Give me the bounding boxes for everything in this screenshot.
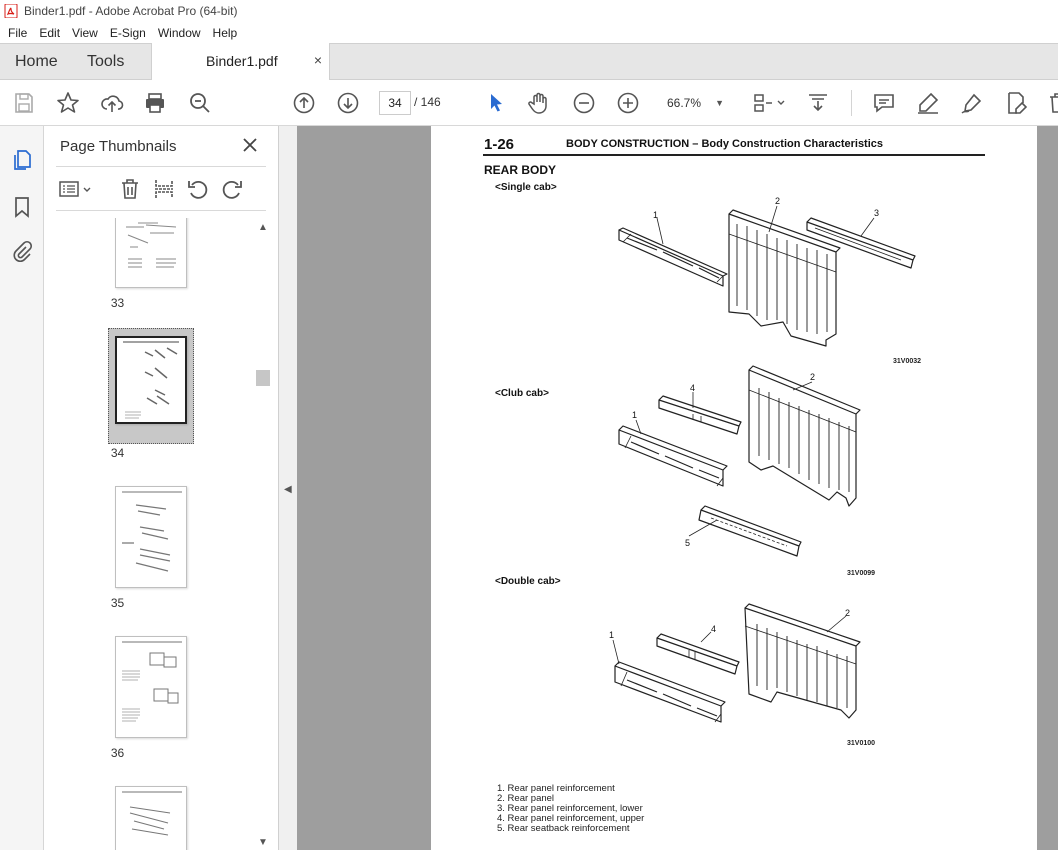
pdf-page <box>431 126 1037 850</box>
zoom-level-dropdown[interactable] <box>660 91 728 115</box>
navigation-rail <box>0 126 44 850</box>
menu-bar <box>0 22 1058 43</box>
scroll-mode-icon[interactable] <box>806 91 830 115</box>
delete-page-icon[interactable] <box>118 177 142 201</box>
thumbnail-page-37[interactable] <box>115 786 187 850</box>
thumbnail-page-33[interactable] <box>115 218 187 288</box>
single-cab-title: <Single cab> <box>495 182 557 193</box>
double-cab-part-1 <box>615 662 725 722</box>
previous-page-icon[interactable] <box>292 91 316 115</box>
menu-edit[interactable]: Edit <box>39 25 61 40</box>
page-thumbnails-panel <box>44 126 279 850</box>
thumbnail-options-icon[interactable] <box>58 177 96 201</box>
double-cab-title: <Double cab> <box>495 576 561 587</box>
chevron-down-icon: ▼ <box>715 98 724 108</box>
callout-label: 2 <box>845 608 851 618</box>
club-cab-part-4 <box>659 396 741 434</box>
acrobat-icon <box>4 4 18 18</box>
callout-label: 2 <box>810 372 816 382</box>
rotate-clockwise-icon[interactable] <box>220 177 244 201</box>
club-cab-part-1 <box>619 426 727 486</box>
comment-icon[interactable] <box>872 91 896 115</box>
legend-item: 5. Rear seatback reinforcement <box>497 823 630 834</box>
section-title: REAR BODY <box>484 163 557 177</box>
menu-help[interactable]: Help <box>212 25 238 40</box>
page-thumbnails-icon[interactable] <box>10 148 34 172</box>
thumbnail-scrollbar[interactable] <box>256 218 270 850</box>
close-tab-icon[interactable]: × <box>313 52 322 68</box>
sign-icon[interactable] <box>960 91 984 115</box>
page-header: BODY CONSTRUCTION – Body Construction Characteristics <box>566 138 884 150</box>
menu-esign[interactable]: E-Sign <box>109 25 146 40</box>
callout-label: 4 <box>711 624 717 634</box>
title-bar <box>0 0 1058 22</box>
scroll-up-icon[interactable]: ▲ <box>258 222 268 233</box>
save-icon[interactable] <box>12 91 36 115</box>
club-cab-part-2 <box>749 366 860 506</box>
panel-splitter[interactable] <box>279 126 297 850</box>
panel-divider <box>56 210 266 211</box>
callout-label: 3 <box>874 208 880 218</box>
thumbnail-page-34[interactable] <box>115 336 187 424</box>
zoom-out-icon[interactable] <box>572 91 596 115</box>
attachment-icon[interactable] <box>10 240 34 264</box>
panel-divider <box>56 166 266 167</box>
window-title: Binder1.pdf - Adobe Acrobat Pro (64-bit) <box>24 4 238 18</box>
callout-label: 2 <box>775 196 781 206</box>
thumbnail-list[interactable] <box>44 218 279 850</box>
page-total-label: / 146 <box>414 95 441 109</box>
star-icon[interactable] <box>56 91 80 115</box>
thumbnail-page-36[interactable] <box>115 636 187 738</box>
single-cab-part-3 <box>807 218 915 268</box>
legend-item: 3. Rear panel reinforcement, lower <box>497 803 643 814</box>
tab-home[interactable]: Home <box>15 53 58 70</box>
club-cab-part-5 <box>699 506 801 556</box>
close-icon[interactable] <box>240 135 260 155</box>
zoom-level-value: 66.7% <box>667 96 702 110</box>
figure-code: 31V0100 <box>847 740 876 747</box>
club-cab-title: <Club cab> <box>495 388 549 399</box>
thumbnail-preview <box>116 787 187 850</box>
callout-label: 5 <box>685 538 691 548</box>
scrollbar-thumb[interactable] <box>256 370 270 386</box>
rotate-counterclockwise-icon[interactable] <box>186 177 210 201</box>
double-cab-part-4 <box>657 634 739 674</box>
double-cab-part-2 <box>745 604 860 718</box>
toolbar-separator <box>851 90 852 116</box>
trash-icon[interactable] <box>1046 91 1058 115</box>
thumbnail-preview <box>116 487 187 588</box>
thumbnail-preview <box>117 338 185 422</box>
rear-body-drawings <box>431 126 1037 850</box>
page-number: 1-26 <box>484 136 515 153</box>
toolbar <box>0 80 1058 126</box>
single-cab-part-2 <box>729 210 840 346</box>
thumbnail-page-35[interactable] <box>115 486 187 588</box>
print-icon[interactable] <box>143 91 167 115</box>
collapse-panel-icon[interactable]: ◀ <box>284 484 292 495</box>
thumbnail-label: 34 <box>110 446 125 460</box>
legend-item: 1. Rear panel reinforcement <box>497 783 615 794</box>
zoom-in-icon[interactable] <box>616 91 640 115</box>
thumbnail-label: 35 <box>110 596 125 610</box>
thumbnail-preview <box>116 218 187 288</box>
callout-label: 4 <box>690 383 696 393</box>
document-viewer[interactable] <box>297 126 1058 850</box>
legend-item: 4. Rear panel reinforcement, upper <box>497 813 645 824</box>
legend-item: 2. Rear panel <box>497 793 555 804</box>
panel-title: Page Thumbnails <box>60 138 177 155</box>
figure-code: 31V0032 <box>893 358 922 365</box>
thumbnail-label: 33 <box>110 296 125 310</box>
tab-document[interactable] <box>151 43 330 80</box>
document-tab-label: Binder1.pdf <box>206 53 278 69</box>
insert-page-icon[interactable] <box>152 177 176 201</box>
tab-tools[interactable]: Tools <box>87 53 125 70</box>
scroll-down-icon[interactable]: ▼ <box>258 837 268 848</box>
parts-legend <box>497 784 644 834</box>
menu-window[interactable]: Window <box>157 25 201 40</box>
edit-pdf-icon[interactable] <box>1004 91 1028 115</box>
zoom-search-icon[interactable] <box>188 91 212 115</box>
next-page-icon[interactable] <box>336 91 360 115</box>
leader-lines <box>613 206 874 664</box>
bookmark-icon[interactable] <box>10 195 34 219</box>
page-number-input[interactable] <box>379 91 411 115</box>
thumbnail-label: 36 <box>110 746 125 760</box>
callout-label: 1 <box>632 410 638 420</box>
menu-file[interactable]: File <box>8 25 28 40</box>
thumbnail-preview <box>116 637 187 738</box>
figure-code: 31V0099 <box>847 570 876 577</box>
page-display-icon[interactable] <box>752 91 786 115</box>
callout-label: 1 <box>609 630 615 640</box>
menu-view[interactable]: View <box>72 25 98 40</box>
callout-label: 1 <box>653 210 659 220</box>
tab-bar <box>0 43 1058 80</box>
hand-icon[interactable] <box>527 91 551 115</box>
highlight-pen-icon[interactable] <box>916 91 940 115</box>
cloud-upload-icon[interactable] <box>100 91 124 115</box>
select-cursor-icon[interactable] <box>484 91 508 115</box>
single-cab-part-1 <box>619 228 727 286</box>
